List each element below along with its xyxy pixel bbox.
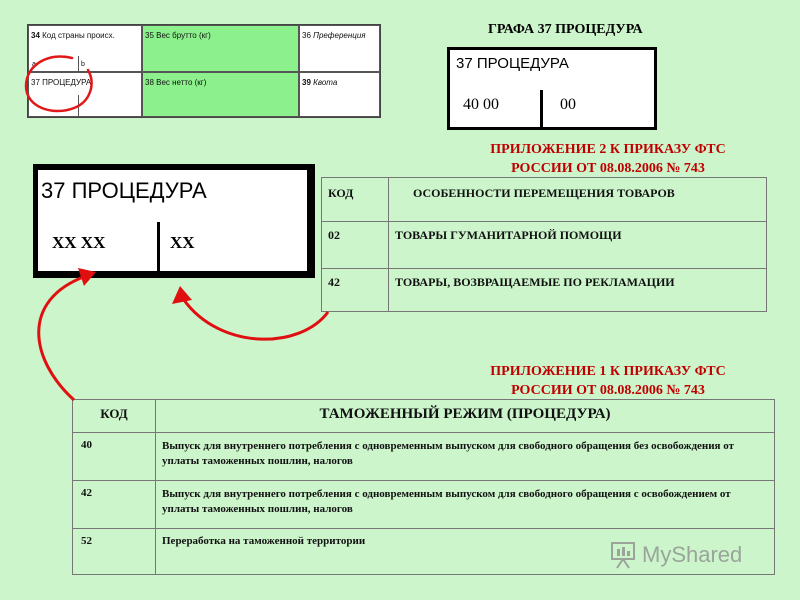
row-code: 42 — [322, 269, 389, 312]
cell-34-sub-b: b — [81, 61, 85, 68]
procedure-box-small-right-value: 00 — [560, 96, 576, 113]
cell-36-number: 36 — [302, 31, 311, 40]
appendix-1-title: ПРИЛОЖЕНИЕ 1 К ПРИКАЗУ ФТС РОССИИ ОТ 08.08.2006 № 743 — [490, 364, 726, 398]
cell-39-number: 39 — [302, 78, 311, 87]
appendix-2-title: ПРИЛОЖЕНИЕ 2 К ПРИКАЗУ ФТС РОССИИ ОТ 08.08.2006 № 743 — [490, 142, 726, 176]
row-code: 52 — [73, 529, 156, 575]
row-description: ТОВАРЫ ГУМАНИТАРНОЙ ПОМОЩИ — [389, 222, 767, 269]
cell-34-number: 34 — [31, 31, 40, 40]
cell-39-label: Квота — [313, 78, 338, 87]
column-header-code: КОД — [73, 400, 156, 433]
column-header-code: КОД — [322, 178, 389, 222]
row-description: Переработка на таможенной территории — [156, 529, 775, 575]
procedure-box-large-left-value: XX XX — [52, 233, 106, 252]
presentation-board-icon — [608, 540, 638, 570]
arrow-appendix-2-to-box — [184, 300, 328, 339]
procedure-box-small-header: 37 ПРОЦЕДУРА — [456, 55, 569, 72]
arrow-appendix-1-to-box — [39, 276, 86, 400]
cell-38-label: 38 Вес нетто (кг) — [145, 78, 207, 87]
row-description: Выпуск для внутреннего потребления с одновременным выпуском для свободного обращения без освобождения от уплаты таможенных пошлин, налогов — [156, 433, 775, 481]
row-description: ТОВАРЫ, ВОЗВРАЩАЕМЫЕ ПО РЕКЛАМАЦИИ — [389, 269, 767, 312]
procedure-box-large-header: 37 ПРОЦЕДУРА — [41, 178, 207, 203]
arrow-head-2-icon — [172, 286, 192, 304]
watermark — [608, 536, 758, 574]
cell-35-label: 35 Вес брутто (кг) — [145, 31, 211, 40]
row-description: Выпуск для внутреннего потребления с одновременным выпуском для свободного обращения с освобождением от уплаты таможенных пошлин, налогов — [156, 481, 775, 529]
procedure-box-large-right-value: XX — [170, 233, 195, 252]
cell-34-label: Код страны происх. — [42, 31, 115, 40]
watermark-text: MyShared — [642, 542, 743, 567]
row-code: 42 — [73, 481, 156, 529]
cell-37-label: 37 ПРОЦЕДУРА — [31, 78, 92, 87]
column-header-regime: ТАМОЖЕННЫЙ РЕЖИМ (ПРОЦЕДУРА) — [156, 400, 775, 433]
procedure-box-small-left-value: 40 00 — [463, 96, 499, 113]
column-header-features: ОСОБЕННОСТИ ПЕРЕМЕЩЕНИЯ ТОВАРОВ — [389, 178, 767, 222]
cell-34-sub-a: a — [32, 61, 36, 68]
graph-title: ГРАФА 37 ПРОЦЕДУРА — [488, 22, 643, 37]
row-code: 40 — [73, 433, 156, 481]
row-code: 02 — [322, 222, 389, 269]
cell-36-label: Преференция — [313, 31, 366, 40]
